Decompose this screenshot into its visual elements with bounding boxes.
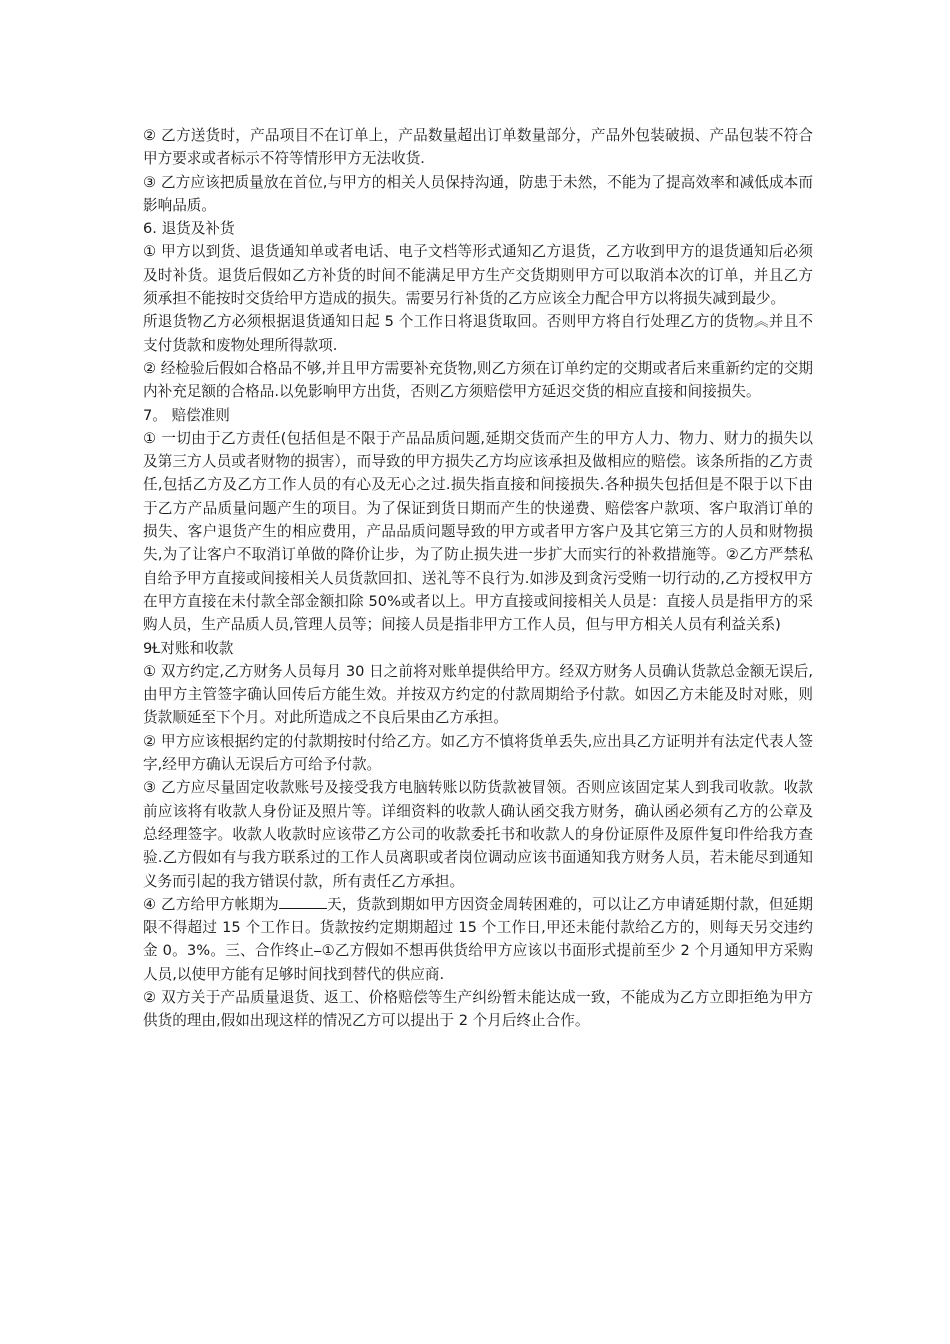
- paragraph-delivery-3: ③ 乙方应该把质量放在首位,与甲方的相关人员保持沟通，防患于未然，不能为了提高效率和减低成本而影响品质。: [143, 173, 813, 214]
- section-heading-6: 6. 退货及补货: [143, 220, 235, 238]
- section-heading-7: 7。 赔偿准则: [143, 406, 230, 424]
- paragraph-termination-2: ② 双方关于产品质量退货、返工、价格赔偿等生产纠纷暂未能达成一致，不能成为乙方立即拒绝为甲方供货的理由,假如出现这样的情况乙方可以提出于 2 个月后终止合作。: [143, 988, 813, 1030]
- paragraph-billing-1: ① 双方约定,乙方财务人员每月 30 日之前将对账单提供给甲方。经双方财务人员确认货款总金额无误后,由甲方主管签字确认回传后方能生效。并按双方约定的付款周期给予付款。如因乙方未能及时对账，则货款顺延至下个月。对此所造成之不良后果由乙方承担。: [143, 662, 813, 727]
- paragraph-return-pickup: 所退货物乙方必须根据退货通知日起 5 个工作日将退货取回。否则甲方将自行处理乙方的货物︽并且不支付货款和废物处理所得款项.: [143, 313, 813, 354]
- blank-line: [279, 894, 327, 909]
- paragraph-return-2: ② 经检验后假如合格品不够,并且甲方需要补充货物,则乙方须在订单约定的交期或者后来重新约定的交期内补充足额的合格品.以免影响甲方出货，否则乙方须赔偿甲方延迟交货的相应直接和间接损失。: [143, 359, 813, 401]
- billing-4-lead: ④ 乙方给甲方帐期为: [143, 895, 279, 913]
- paragraph-delivery-2: ② 乙方送货时，产品项目不在订单上，产品数量超出订单数量部分，产品外包装破损、产品包装不符合甲方要求或者标示不符等情形甲方无法收货.: [143, 127, 813, 168]
- billing-4-rest: 天，货款到期如甲方因资金周转困难的，可以让乙方申请延期付款，但延期限不得超过 15 个工作日。货款按约定期期超过 15 个工作日,甲还未能付款给乙方的，则每天另交违约金 0。3%。三、合作终止⎯①乙方假如不想再供货给甲方应该以书面形式提前至少 2 个月通知甲方采购人员,以使甲方能有足够时间找到替代的供应商.: [143, 895, 813, 983]
- paragraph-billing-4: [143, 893, 813, 986]
- paragraph-billing-2: ② 甲方应该根据约定的付款期按时付给乙方。如乙方不慎将货单丢失,应出具乙方证明并有法定代表人签字,经甲方确认无误后方可给予付款。: [143, 732, 813, 774]
- paragraph-return-1: ① 甲方以到货、退货通知单或者电话、电子文档等形式通知乙方退货，乙方收到甲方的退货通知后必须及时补货。退货后假如乙方补货的时间不能满足甲方生产交货期则甲方可以取消本次的订单，并且乙方须承担不能按时交货给甲方造成的损失。需要另行补货的乙方应该全力配合甲方以将损失减到最少。: [143, 243, 813, 308]
- document-page: [143, 124, 813, 1033]
- paragraph-billing-3: ③ 乙方应尽量固定收款账号及接受我方电脑转账以防货款被冒领。否则应该固定某人到我司收款。收款前应该将有收款人身份证及照片等。详细资料的收款人确认函交我方财务，确认函必须有乙方的公章及总经理签字。收款人收款时应该带乙方公司的收款委托书和收款人的身份证原件及原件复印件给我方查验.乙方假如有与我方联系过的工作人员离职或者岗位调动应该书面通知我方财务人员，若未能尽到通知义务而引起的我方错误付款，所有责任乙方承担。: [143, 779, 813, 890]
- section-heading-9: 9Ɫ对账和收款: [143, 639, 234, 657]
- paragraph-compensation-1: ① 一切由于乙方责任(包括但是不限于产品品质问题,延期交货而产生的甲方人力、物力、财力的损失以及第三方人员或者财物的损害），而导致的甲方损失乙方均应该承担及做相应的赔偿。该条所指的乙方责任,包括乙方及乙方工作人员的有心及无心之过.损失指直接和间接损失.各种损失包括但是不限于以下由于乙方产品质量问题产生的项目。为了保证到货日期而产生的快递费、赔偿客户款项、客户取消订单的损失、客户退货产生的相应费用，产品品质问题导致的甲方或者甲方客户及其它第三方的人员和财物损失,为了让客户不取消订单做的降价让步，为了防止损失进一步扩大而实行的补救措施等。②乙方严禁私自给予甲方直接或间接相关人员货款回扣、送礼等不良行为.如涉及到贪污受贿一切行动的,乙方授权甲方在甲方直接在未付款全部金额扣除 50%或者以上。甲方直接或间接相关人员是：直接人员是指甲方的采购人员，生产品质人员,管理人员等；间接人员是指非甲方工作人员，但与甲方相关人员有利益关系): [143, 429, 813, 634]
